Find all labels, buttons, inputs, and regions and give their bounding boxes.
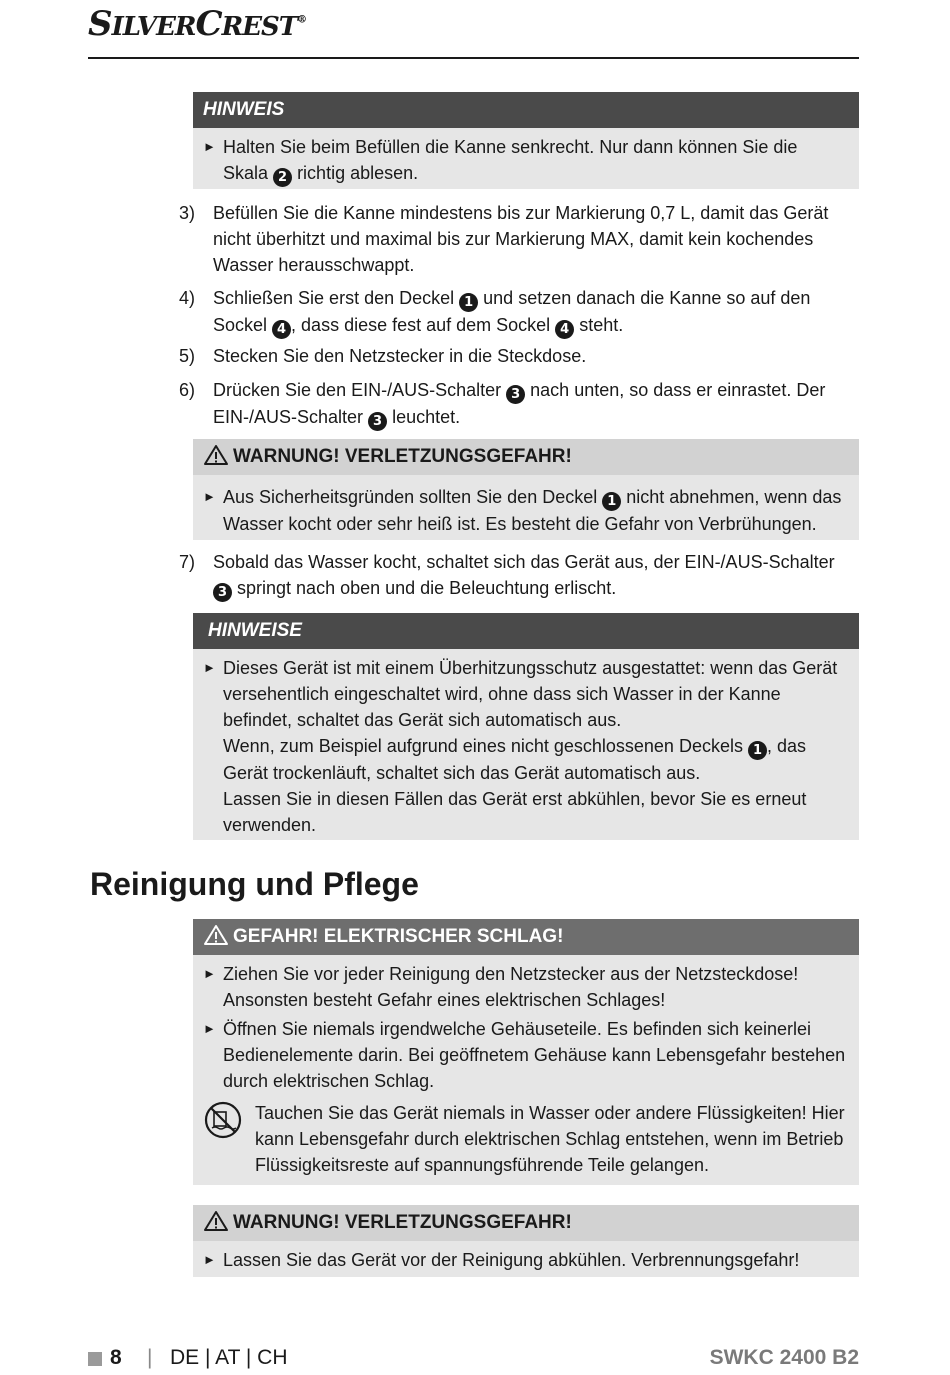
warning-title <box>193 1205 859 1241</box>
text-span: Wenn, zum Beispiel aufgrund eines nicht geschlossenen Deckels <box>223 736 743 756</box>
step-number: 4) <box>179 288 196 308</box>
ref-number-badge: 2 <box>273 168 292 187</box>
logo-rest: REST <box>221 12 298 42</box>
note-text: Halten Sie beim Befüllen die Kanne senkrecht. Nur dann können Sie die <box>223 137 798 157</box>
step-text: Befüllen Sie die Kanne mindestens bis zur Markierung 0,7 L, damit das Gerät nicht überhitzt und maximal bis zur Markierung MAX, damit kein kochendes Wasser herausschwappt. <box>213 203 829 275</box>
step-text <box>213 377 849 431</box>
text-span: Ziehen Sie vor jeder Reinigung den Netzstecker aus der Netzsteckdose! Ansonsten besteht Gefahr eines elektrischen Schlages! <box>223 964 799 1010</box>
logo-s: S <box>88 4 112 44</box>
warning-title-text: WARNUNG! VERLETZUNGSGEFAHR! <box>233 1212 572 1233</box>
text-span: und setzen danach die Kanne so auf den Sockel <box>213 288 811 335</box>
note-item <box>193 134 859 187</box>
step-number: 6) <box>179 380 196 400</box>
ref-number-badge: 4 <box>555 320 574 339</box>
warning-triangle-icon <box>203 444 229 466</box>
header-rule <box>88 57 859 59</box>
ref-number-badge: 1 <box>459 293 478 312</box>
warning-item <box>193 1247 859 1273</box>
bullet-arrow-icon: ► <box>203 660 216 675</box>
warning-title-text: WARNUNG! VERLETZUNGSGEFAHR! <box>233 446 572 467</box>
note-text: Skala <box>223 163 269 183</box>
step-7 <box>179 549 849 602</box>
text-span: nach unten, so dass er einrastet. Der EIN-/AUS-Schalter <box>213 380 826 427</box>
warning-triangle-icon <box>203 924 229 946</box>
page-number: 8 <box>110 1346 122 1369</box>
bullet-arrow-icon: ► <box>203 1252 216 1267</box>
notes-title: HINWEISE <box>193 613 859 649</box>
danger-title <box>193 919 859 955</box>
step-number: 3) <box>179 203 196 223</box>
warning-title <box>193 439 859 475</box>
step-6 <box>179 377 849 431</box>
text-span: Drücken Sie den EIN-/AUS-Schalter <box>213 380 502 400</box>
danger-item <box>193 1016 859 1094</box>
danger-box <box>193 919 859 1185</box>
bullet-arrow-icon: ► <box>203 139 216 154</box>
note-box-1 <box>193 92 859 189</box>
ref-number-badge: 4 <box>272 320 291 339</box>
warning-box-2 <box>193 1205 859 1277</box>
logo-c: C <box>195 4 222 44</box>
danger-title-text: GEFAHR! ELEKTRISCHER SCHLAG! <box>233 926 564 947</box>
text-span: nicht abnehmen, wenn das Wasser kocht oder sehr heiß ist. Es besteht die Gefahr von Verbrühungen. <box>223 487 842 534</box>
notes-box-2 <box>193 613 859 840</box>
bullet-arrow-icon: ► <box>203 489 216 504</box>
text-span: steht. <box>579 315 624 335</box>
ref-number-badge: 1 <box>602 492 621 511</box>
ref-number-badge: 3 <box>368 412 387 431</box>
bullet-arrow-icon: ► <box>203 966 216 981</box>
text-span: Öffnen Sie niemals irgendwelche Gehäuseteile. Es befinden sich keinerlei Bedienelemente darin. Bei geöffnetem Gehäuse kann Lebensgefahr bestehen durch elektrischen Schlag. <box>223 1019 846 1091</box>
ref-number-badge: 1 <box>748 741 767 760</box>
bullet-arrow-icon: ► <box>203 1021 216 1036</box>
registered-mark: ® <box>297 14 307 26</box>
text-span: , das Gerät trockenläuft, schaltet sich das Gerät automatisch aus. <box>223 736 807 783</box>
ref-number-badge: 3 <box>213 583 232 602</box>
step-number: 5) <box>179 346 196 366</box>
footer-languages: DE | AT | CH <box>170 1346 288 1369</box>
warning-item <box>193 484 859 537</box>
text-span: Tauchen Sie das Gerät niemals in Wasser oder andere Flüssigkeiten! Hier kann Lebensgefahr durch elektrischen Schlag entstehen, wenn im Betrieb Flüssigkeitsreste auf spannungsführende Teile gelangen. <box>255 1103 845 1175</box>
danger-item <box>193 1100 859 1178</box>
notes-paragraph <box>223 733 849 786</box>
step-5 <box>179 343 849 369</box>
step-3 <box>179 200 849 278</box>
note-title: HINWEIS <box>193 92 859 128</box>
footer-model: SWKC 2400 B2 <box>709 1346 859 1369</box>
notes-paragraph: Dieses Gerät ist mit einem Überhitzungsschutz ausgestattet: wenn das Gerät versehentlich eingeschaltet wird, ohne dass sich Wasser in der Kanne befindet, schaltet das Gerät sich automatisch aus. <box>223 658 838 730</box>
text-span: springt nach oben und die Beleuchtung erlischt. <box>237 578 617 598</box>
note-text: richtig ablesen. <box>297 163 419 183</box>
text-span: Sobald das Wasser kocht, schaltet sich das Gerät aus, der EIN-/AUS-Schalter <box>213 552 835 572</box>
notes-paragraph: Lassen Sie in diesen Fällen das Gerät erst abkühlen, bevor Sie es erneut verwenden. <box>223 789 807 835</box>
danger-item <box>193 961 859 1013</box>
text-span: Lassen Sie das Gerät vor der Reinigung abkühlen. Verbrennungsgefahr! <box>223 1250 800 1270</box>
text-span: leuchtet. <box>392 407 461 427</box>
logo-ilver: ILVER <box>111 12 196 42</box>
step-number: 7) <box>179 552 196 572</box>
section-title: Reinigung und Pflege <box>90 866 419 902</box>
step-text: Stecken Sie den Netzstecker in die Steckdose. <box>213 346 587 366</box>
footer-separator: | <box>147 1346 153 1369</box>
warning-box-1 <box>193 439 859 540</box>
brand-logo <box>88 4 306 44</box>
text-span: Schließen Sie erst den Deckel <box>213 288 455 308</box>
warning-triangle-icon <box>203 1210 229 1232</box>
text-span: , dass diese fest auf dem Sockel <box>291 315 551 335</box>
text-span: Aus Sicherheitsgründen sollten Sie den Deckel <box>223 487 598 507</box>
no-immersion-icon <box>203 1100 243 1140</box>
step-4 <box>179 285 849 339</box>
ref-number-badge: 3 <box>506 385 525 404</box>
footer-square <box>88 1352 102 1366</box>
step-text <box>213 549 849 602</box>
notes-item <box>193 655 859 838</box>
step-text <box>213 285 849 339</box>
